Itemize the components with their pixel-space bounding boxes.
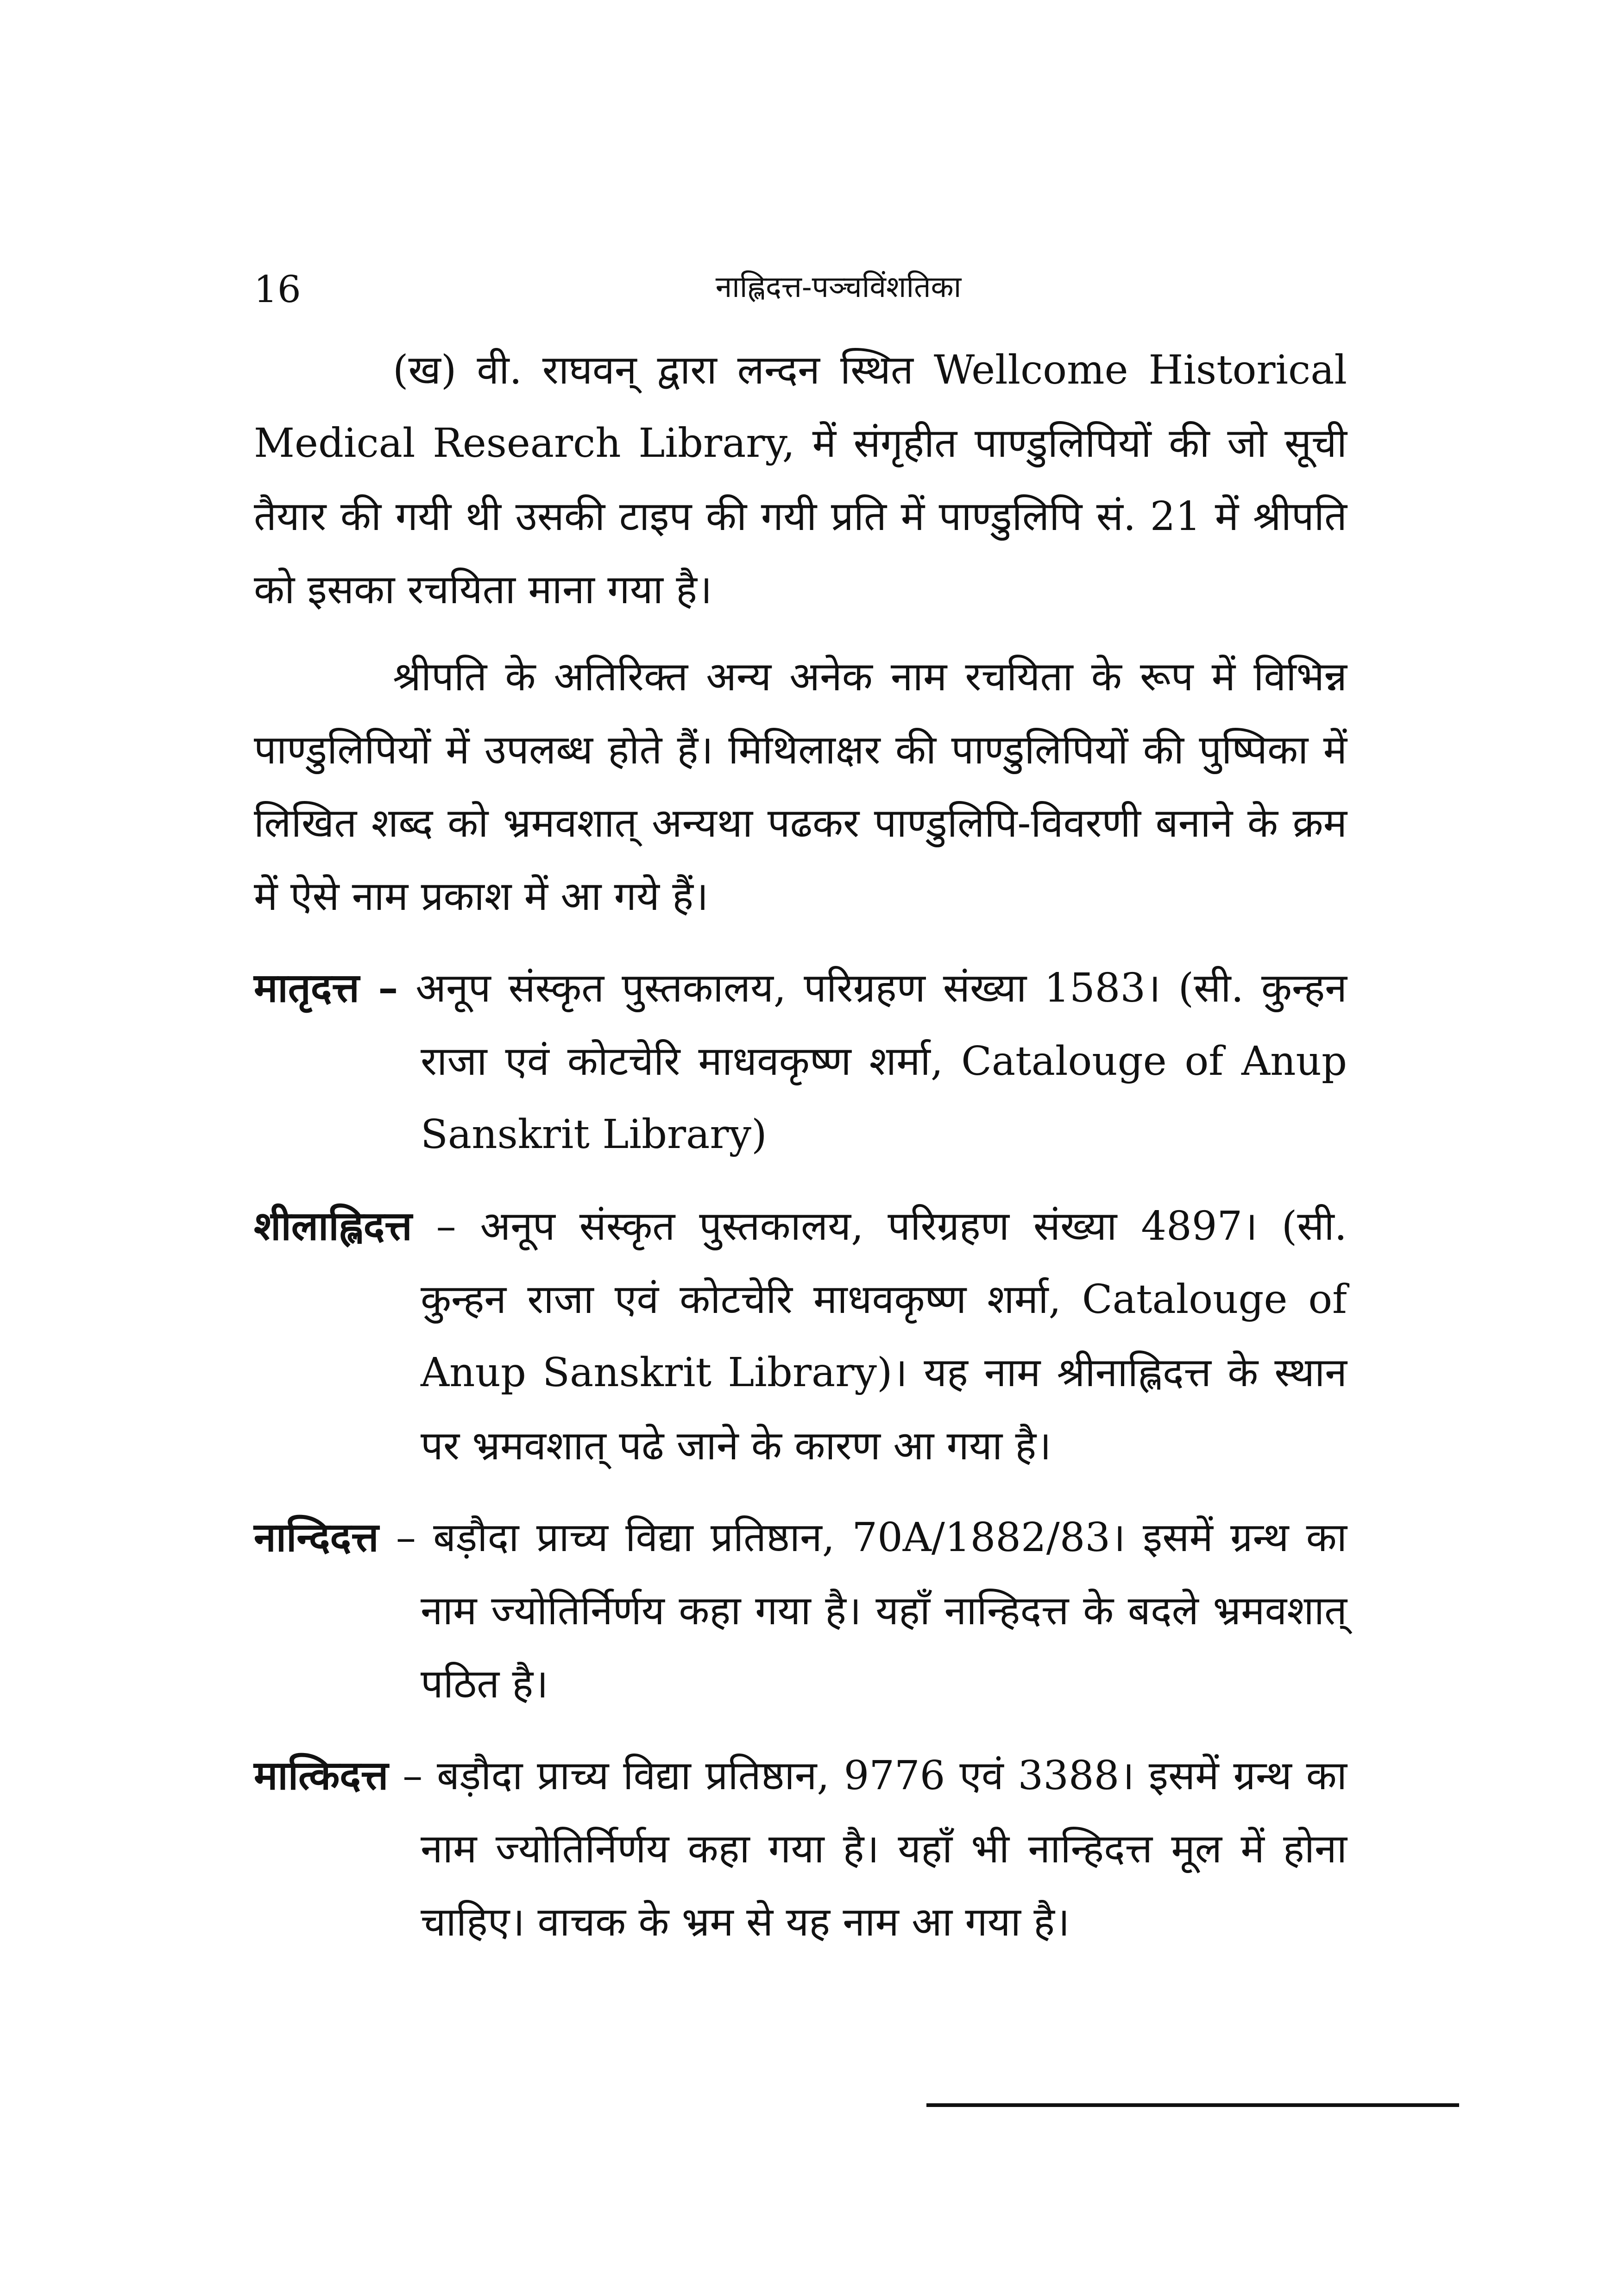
body-text: [254, 334, 1347, 1977]
name-entry: [254, 952, 1347, 1171]
entry-term: शीलाह्लिदत्त: [254, 1203, 412, 1249]
name-entry: [254, 1501, 1347, 1721]
entry-text: अनूप संस्कृत पुस्तकालय, परिग्रहण संख्या 1583। (सी. कुन्हन राजा एवं कोटचेरि माधवकृष्ण शर्मा, Catalouge of Anup Sanskrit Library): [416, 965, 1347, 1158]
entry-text: – बड़ौदा प्राच्य विद्या प्रतिष्ठान, 70A/1882/83। इसमें ग्रन्थ का नाम ज्योतिर्निर्णय कहा गया है। यहाँ नान्हिदत्त के बदले भ्रमवशात् पठित है।: [396, 1514, 1347, 1707]
footer-rule: [926, 2103, 1459, 2107]
name-entry: [254, 1739, 1347, 1959]
entry-term: मातृदत्त –: [254, 965, 398, 1011]
running-title: नाह्लिदत्त-पञ्चविंशतिका: [715, 270, 962, 304]
paragraph-other-names: श्रीपति के अतिरिक्त अन्य अनेक नाम रचयिता के रूप में विभिन्न पाण्डुलिपियों में उपलब्ध होते हैं। मिथिलाक्षर की पाण्डुलिपियों की पुष्पिका में लिखित शब्द को भ्रमवशात् अन्यथा पढकर पाण्डुलिपि-विवरणी बनाने के क्रम में ऐसे नाम प्रकाश में आ गये हैं।: [254, 654, 1347, 920]
entry-text: – अनूप संस्कृत पुस्तकालय, परिग्रहण संख्या 4897। (सी. कुन्हन राजा एवं कोटचेरि माधवकृष्ण शर्मा, Catalouge of Anup Sanskrit Library)। यह नाम श्रीनाह्लिदत्त के स्थान पर भ्रमवशात् पढे जाने के कारण आ गया है।: [421, 1203, 1347, 1469]
paragraph-wellcome-library: (ख) वी. राघवन् द्वारा लन्दन स्थित Wellcome Historical Medical Research Library, में संगृहीत पाण्डुलिपियों की जो सूची तैयार की गयी थी उसकी टाइप की गयी प्रति में पाण्डुलिपि सं. 21 में श्रीपति को इसका रचयिता माना गया है।: [254, 347, 1347, 613]
entry-term: नान्दिदत्त: [254, 1514, 379, 1561]
name-entry: [254, 1190, 1347, 1482]
entry-term: मात्किदत्त: [254, 1752, 389, 1799]
entry-text: – बड़ौदा प्राच्य विद्या प्रतिष्ठान, 9776 एवं 3388। इसमें ग्रन्थ का नाम ज्योतिर्निर्णय कहा गया है। यहाँ भी नान्हिदत्त मूल में होना चाहिए। वाचक के भ्रम से यह नाम आ गया है।: [403, 1753, 1347, 1945]
page-number: 16: [254, 268, 301, 311]
name-entries-list: [254, 952, 1347, 1959]
